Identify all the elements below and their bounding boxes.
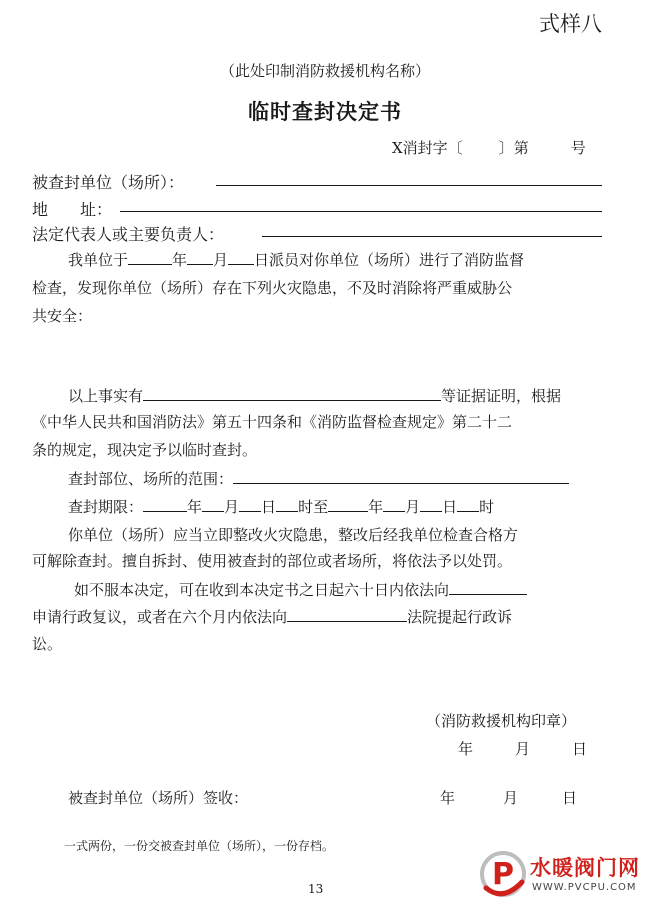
unit-field-line: [216, 185, 602, 186]
para2-line3: 条的规定，现决定予以临时查封。: [32, 441, 258, 459]
period-year-a: 年: [187, 498, 203, 516]
seal-date: [458, 738, 587, 759]
period-day-b: 日: [442, 498, 458, 516]
org-placeholder: （此处印制消防救援机构名称）: [219, 62, 430, 80]
para1-line3: 共安全：: [32, 307, 93, 325]
watermark: [478, 842, 646, 912]
period-year-b: 年: [368, 498, 384, 516]
page-title: 临时查封决定书: [248, 100, 402, 124]
para4-text-b: 申请行政复议，或者在六个月内依法向: [32, 608, 288, 626]
blank-period-end-month: [383, 497, 405, 512]
scope-label: 查封部位、场所的范围：: [68, 470, 234, 488]
blank-month: [187, 250, 213, 265]
blank-period-start-day: [239, 497, 261, 512]
period-month-a: 月: [224, 498, 240, 516]
period-day-a: 日: [261, 498, 277, 516]
seal-date-month: 月: [515, 740, 531, 758]
blank-year: [128, 250, 172, 265]
scope-line: [68, 468, 569, 489]
seal-label: （消防救援机构印章）: [426, 712, 577, 730]
watermark-url: WWW.PVCPU.COM: [532, 882, 637, 893]
para2-text-a: 以上事实有: [68, 387, 144, 405]
blank-period-end-hour: [457, 497, 479, 512]
address-field-line: [120, 211, 602, 212]
watermark-logo-letter: P: [492, 857, 514, 892]
watermark-logo-icon: [478, 848, 528, 902]
para4-line1: [74, 579, 527, 600]
blank-period-end-day: [420, 497, 442, 512]
sign-label: 被查封单位（场所）签收：: [68, 789, 249, 807]
blank-period-start-month: [202, 497, 224, 512]
para1-text-b: 年: [172, 251, 188, 269]
doc-number-suffix: 号: [570, 139, 586, 157]
para4-line3: 讼。: [32, 635, 63, 653]
blank-period-start-year: [143, 497, 187, 512]
doc-number: [392, 137, 586, 158]
blank-day: [228, 250, 254, 265]
blank-review-authority: [449, 580, 527, 595]
para1-text-a: 我单位于: [68, 251, 129, 269]
para1-text-d: 日派员对你单位（场所）进行了消防监督: [254, 251, 525, 269]
para4-text-c: 法院提起行政诉: [407, 608, 513, 626]
para1-text-c: 月: [213, 251, 229, 269]
rep-field-line: [262, 236, 602, 237]
para2-line1: [68, 385, 561, 406]
doc-number-prefix: X消封字〔: [392, 139, 463, 157]
para2-line2: 《中华人民共和国消防法》第五十四条和《消防监督检查规定》第二十二: [32, 413, 513, 431]
unit-label: 被查封单位（场所）：: [32, 173, 185, 192]
period-month-b: 月: [405, 498, 421, 516]
period-line: [68, 496, 494, 517]
period-hour-b: 时: [479, 498, 495, 516]
form-label: 式样八: [539, 12, 602, 36]
seal-date-year: 年: [458, 740, 474, 758]
para4-line2: [32, 606, 512, 627]
para3-line2: 可解除查封。擅自拆封、使用被查封的部位或者场所，将依法予以处罚。: [32, 552, 513, 570]
address-label: 地 址：: [32, 200, 113, 219]
seal-date-day: 日: [572, 740, 588, 758]
blank-scope: [233, 469, 569, 484]
blank-period-start-hour: [276, 497, 298, 512]
para3-line1: 你单位（场所）应当立即整改火灾隐患，整改后经我单位检查合格方: [68, 526, 519, 544]
sign-date: [440, 787, 577, 808]
doc-number-mid: 〕第: [498, 139, 529, 157]
blank-court: [287, 607, 407, 622]
para1-line2: 检查，发现你单位（场所）存在下列火灾隐患，不及时消除将严重威胁公: [32, 279, 513, 297]
para1-line1: [68, 249, 524, 270]
blank-evidence: [143, 386, 441, 401]
para2-text-b: 等证据证明，根据: [441, 387, 562, 405]
period-hour-to: 时至: [298, 498, 329, 516]
watermark-text: 水暖阀门网: [530, 856, 640, 880]
sign-date-month: 月: [503, 789, 519, 807]
para4-text-a: 如不服本决定，可在收到本决定书之日起六十日内依法向: [74, 581, 450, 599]
page-number: 13: [308, 882, 324, 896]
blank-period-end-year: [328, 497, 368, 512]
rep-label: 法定代表人或主要负责人：: [32, 225, 225, 244]
period-label: 查封期限：: [68, 498, 144, 516]
sign-date-year: 年: [440, 789, 456, 807]
sign-date-day: 日: [562, 789, 578, 807]
footnote: 一式两份，一份交被查封单位（场所），一份存档。: [64, 839, 335, 853]
